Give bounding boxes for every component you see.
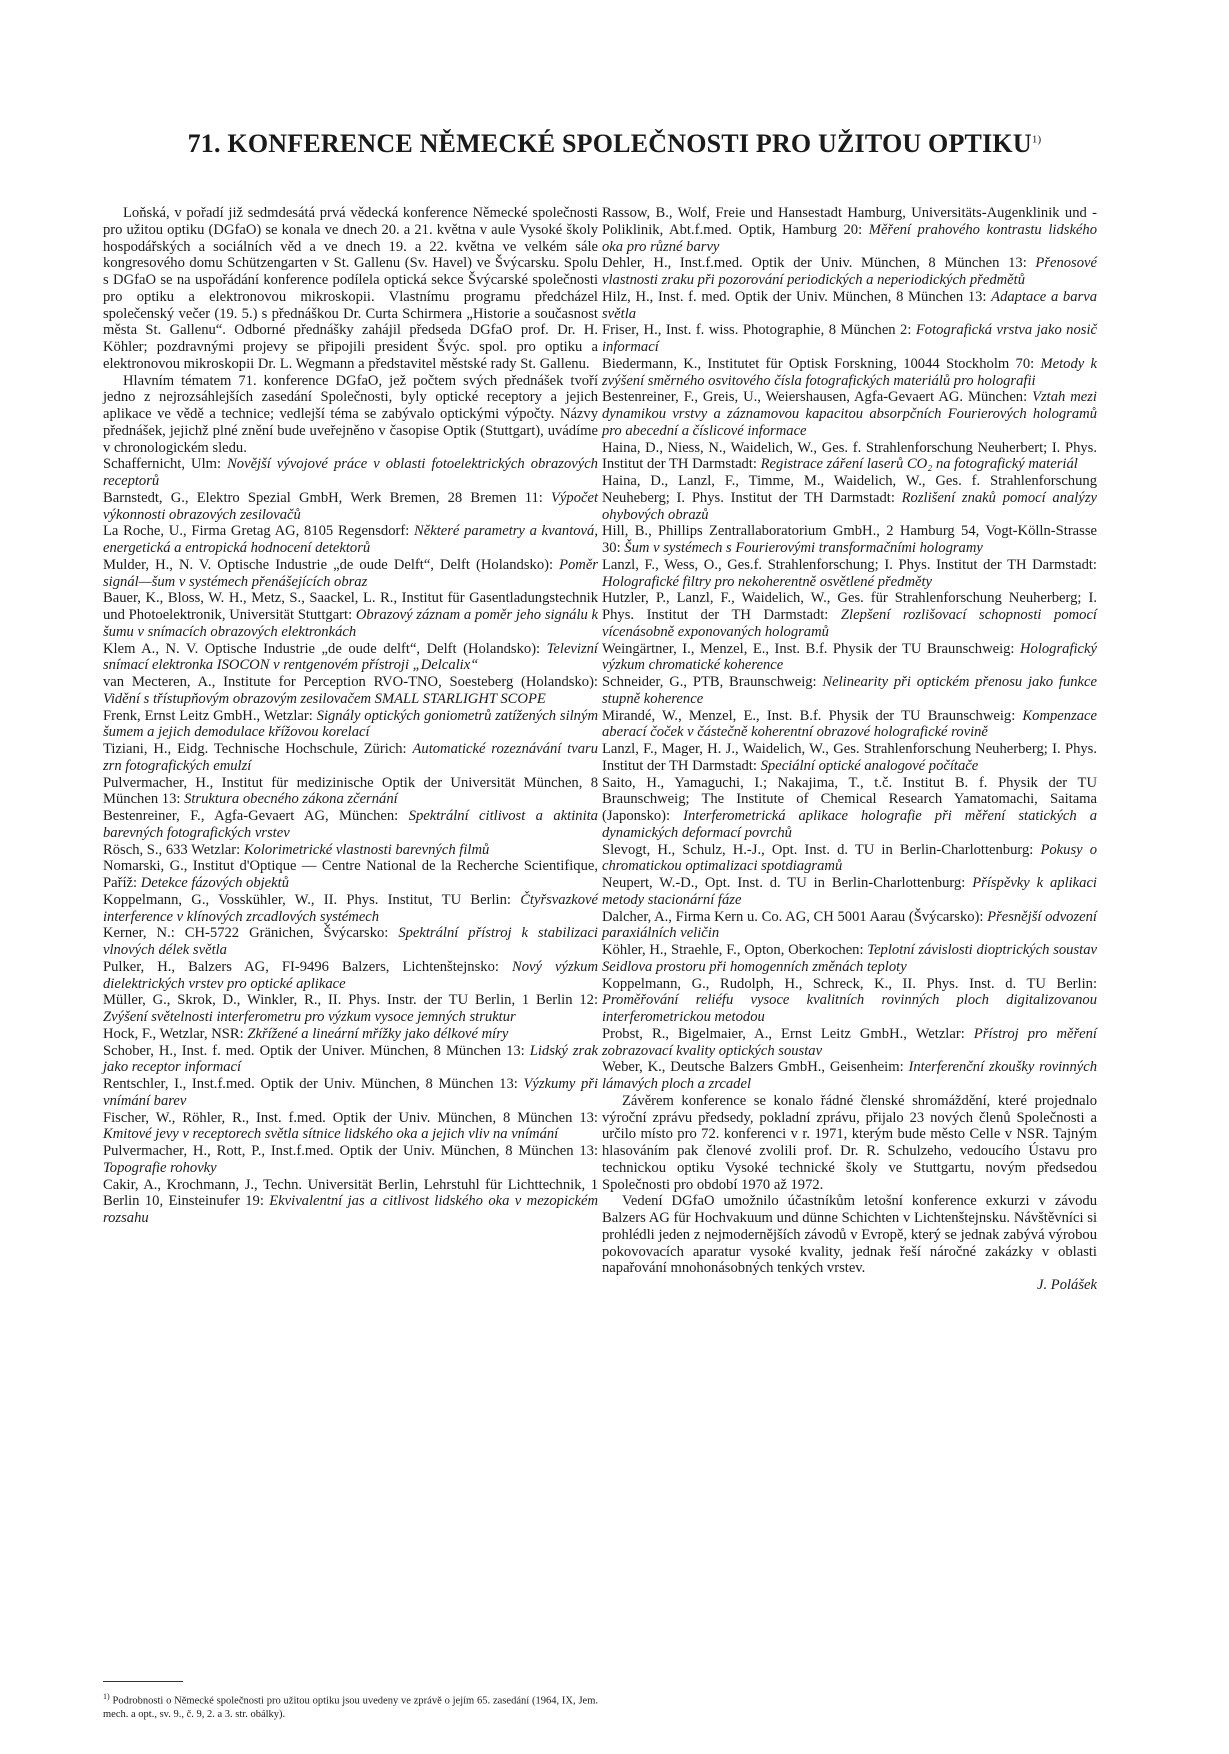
lecture-title: Holografické filtry pro nekoherentně osvětlené předměty [602,573,933,590]
lecture-title: Holografický výzkum chromatické koherence [602,640,1097,674]
lecture-entry [602,775,1097,842]
lecture-author: Rassow, B., Wolf, Freie und Hansestadt Hamburg, Universitäts-Augenklinik und - Poliklinik, Abt.f.med. Optik, Hamburg 20: [602,205,1097,238]
lecture-author: Bauer, K., Bloss, W. H., Metz, S., Saackel, L. R., Institut für Gasentladungstechnik und Photoelektronik, Universität Stuttgart: [103,590,598,623]
lecture-entry [103,892,598,926]
lecture-title: Kompenzace aberací čoček v částečně koherentní obrazové holografické rovině [602,707,1097,741]
lecture-author: Kerner, N.: CH-5722 Gränichen, Švýcarsko: [103,925,399,942]
lecture-author: Dehler, H., Inst.f.med. Optik der Univ. München, 8 München 13: [602,255,1036,272]
lecture-entry [602,842,1097,876]
lecture-author: Dalcher, A., Firma Kern u. Co. AG, CH 5001 Aarau (Švýcarsko): [602,908,988,925]
lecture-title: Příspěvky k aplikaci metody stacionární fáze [602,875,1097,908]
lecture-title: Zlepšení rozlišovací schopnosti pomocí vícenásobně exponovaných hologramů [602,607,1097,640]
lecture-title: Šum v systémech s Fourierovými transformačními hologramy [624,540,983,556]
lecture-entry [103,1026,598,1043]
lecture-entry [103,1177,598,1227]
lecture-entry [602,440,1097,474]
lecture-title: Zvýšení světelnosti interferometru pro výzkum vysoce jemných struktur [103,1009,516,1025]
author-signature: J. Polášek [1037,1277,1097,1293]
lecture-title: Pokusy o chromatickou optimalizaci spotdiagramů [602,841,1097,875]
lecture-entry [103,842,598,859]
lecture-author: Weingärtner, I., Menzel, E., Inst. B.f. Physik der TU Braunschweig: [602,640,1020,657]
lecture-author: Lanzl, F., Wess, O., Ges.f. Strahlenforschung; I. Phys. Institut der TH Darmstadt: [602,556,1097,573]
article-title: 71. KONFERENCE NĚMECKÉ SPOLEČNOSTI PRO UŽITOU OPTIKU$^{1)}$ [187,129,1042,159]
intro-paragraph: Hlavním tématem 71. konference DGfaO, jež počtem svých přednášek tvoří jedno z nejrozsáhlejších zasedání Společnosti, byly optické receptory a jejich aplikace ve vědě a technice; vedlejší téma se zabývalo optickými výpočty. Názvy přednášek, jejichž plné znění bude uveřejněno v časopise Optik (Stuttgart), uvádíme v chronologickém sledu. [103,372,598,456]
lecture-entry [103,708,598,742]
lecture-entry [103,1143,598,1177]
lecture-entry [103,490,598,524]
lecture-title: Interferenční zkoušky rovinných lámavých ploch a zrcadel [602,1059,1097,1092]
lecture-entry [103,992,598,1026]
lecture-title: Proměřování reliéfu vysoce kvalitních rovinných ploch digitalizovanou interferometrickou metodou [602,992,1097,1025]
lecture-entry [103,674,598,708]
lecture-entry [103,741,598,775]
lecture-entry [602,976,1097,1026]
lecture-title: Fotografická vrstva jako nosič informací [602,322,1097,355]
lecture-title: Ekvivalentní jas a citlivost lidského oka v mezopickém rozsahu [103,1193,598,1226]
lecture-title: Topografie rohovky [103,1159,217,1176]
lecture-author: Mirandé, W., Menzel, E., Inst. B.f. Physik der TU Braunschweig: [602,707,1023,724]
lecture-title: Nelinearity při optickém přenosu jako funkce stupně koherence [602,674,1097,707]
lecture-author: Schaffernicht, Ulm: [103,456,228,473]
lecture-entry [602,909,1097,943]
lecture-title: Detekce fázových objektů [140,875,289,891]
lecture-title: Přenosové vlastnosti zraku při pozorování periodických a neperiodických předmětů [602,255,1097,288]
lecture-entry [602,557,1097,591]
lecture-title: Novější vývojové práce v oblasti fotoelektrických obrazových receptorů [103,456,598,489]
lecture-author: Schneider, G., PTB, Braunschweig: [602,674,823,690]
lecture-title: Signály optických goniometrů zatížených silným šumem a jejich demodulace křížovou korelací [103,707,598,741]
lecture-entry [103,590,598,640]
title-footnote-mark: 1) [1031,133,1042,146]
closing-paragraph: Závěrem konference se konalo řádné členské shromáždění, které projednalo výroční zprávu předsedy, pokladní zprávu, přijalo 23 nových členů Společnosti a určilo místo pro 72. konferenci v r. 1971, kterým bude město Celle v NSR. Tajným hlasováním pak členové zvolili prof. Dr. R. Schulzeho, vedoucího Ústavu pro technickou optiku Vysoké technické školy ve Stuttgartu, novým předsedou Společnosti pro období 1970 až 1972. [602,1092,1097,1193]
lecture-title: Přesnější odvození paraxiálních veličin [602,908,1097,942]
lecture-title: Rozlišení znaků pomocí analýzy ohybových obrazů [602,489,1097,523]
lecture-list-left [103,456,598,1227]
lecture-author: Lanzl, F., Mager, H. J., Waidelich, W., Ges. Strahlenforschung Neuherberg; I. Phys. Institut der TH Darmstadt: [602,741,1097,774]
lecture-title: Teplotní závislosti dioptrických soustav Seidlova prostoru při homogenních změnách teploty [602,942,1097,975]
lecture-entry [602,674,1097,708]
lecture-title: Poměr signál—šum v systémech přenášejících obraz [103,556,598,590]
lecture-entry [103,1076,598,1110]
lecture-author: Rentschler, I., Inst.f.med. Optik der Univ. München, 8 München 13: [103,1076,524,1092]
lecture-title: Interferometrická aplikace holografie při měření statických a dynamických deformací povrchů [602,808,1097,841]
lecture-author: Fischer, W., Röhler, R., Inst. f.med. Optik der Univ. München, 8 München 13: [103,1109,598,1126]
lecture-entry [602,1026,1097,1060]
lecture-entry [103,925,598,959]
lecture-entry [103,808,598,842]
lecture-title: Obrazový záznam a poměr jeho signálu k šumu v snímacích obrazových elektronkách [103,607,599,640]
footnote: $^{1)}$ Podrobnosti o Německé společnosti pro užitou optiku jsou uvedeny ve zprávě o jejím 65. zasedání (1964, IX, Jem. mech. a opt., sv. 9., č. 9, 2. a 3. str. obálky). [103,1692,599,1720]
lecture-title: Lidský zrak jako receptor informací [103,1042,598,1076]
lecture-author: Pulvermacher, H., Rott, P., Inst.f.med. Optik der Univ. München, 8 München 13: [103,1143,598,1159]
lecture-entry [602,741,1097,775]
lecture-title: Speciální optické analogové počítače [760,757,979,774]
lecture-entry [602,356,1097,390]
closing-paragraph: Vedení DGfaO umožnilo účastníkům letošní konference exkurzi v závodu Balzers AG für Hochvakuum und dünne Schichten v Lichtenštejnsku. Návštěvníci si prohlédli jeden z nejmodernějších závodů v Evropě, který se jednak zabývá výrobou pokovovacích aparatur vysoké kvality, jednak řeší náročné zakázky v oblasti napařování mnohonásobných tenkých vrstev. [602,1193,1097,1277]
lecture-author: Müller, G., Skrok, D., Winkler, R., II. Phys. Instr. der TU Berlin, 1 Berlin 12: [103,992,598,1009]
lecture-author: Nomarski, G., Institut d'Optique — Centre National de la Recherche Scientifique, Paříž: [103,858,598,891]
lecture-entry [602,641,1097,675]
lecture-entry [602,875,1097,909]
lecture-title: Přístroj pro měření zobrazovací kvality optických soustav [602,1025,1097,1059]
lecture-entry [103,523,598,557]
lecture-author: Haina, D., Niess, N., Waidelich, W., Ges. f. Strahlenforschung Neuherbert; I. Phys. Institut der TH Darmstadt: [602,439,1097,473]
lecture-author: Bestenreiner, F., Agfa-Gevaert AG, München: [103,808,409,824]
lecture-title: Spektrální citlivost a aktinita barevných fotografických vrstev [103,808,598,841]
lecture-title: Zkřížené a lineární mřížky jako délkové míry [247,1025,509,1042]
lecture-entry [103,557,598,591]
lecture-author: Tiziani, H., Eidg. Technische Hochschule, Zürich: [103,741,413,757]
lecture-title: Některé parametry a kvantová, energetická a entropická hodnocení detektorů [103,523,598,556]
lecture-title: Vztah mezi dynamikou vrstvy a záznamovou kapacitou absorpčních Fourierových hologramů pro abecední a číslicové informace [602,389,1097,439]
lecture-title: Adaptace a barva světla [602,288,1097,322]
lecture-entry [602,205,1097,255]
footnote-rule [103,1681,183,1682]
lecture-author: Bestenreiner, F., Greis, U., Weiershausen, Agfa-Gevaert AG. München: [602,389,1033,406]
lecture-entry [602,942,1097,976]
lecture-title: Čtyřsvazkové interference v klínových zrcadlových systémech [103,891,598,925]
lecture-title: Registrace záření laserů CO₂ na fotografický materiál [760,456,1078,473]
lecture-author: Hill, B., Phillips Zentrallaboratorium GmbH., 2 Hamburg 54, Vogt-Kölln-Strasse 30: [602,523,1097,556]
lecture-list-right [602,205,1097,1093]
lecture-entry [103,858,598,892]
lecture-author: Weber, K., Deutsche Balzers GmbH., Geisenheim: [602,1059,909,1076]
lecture-entry [103,959,598,993]
footnote-mark: 1) [103,1692,110,1701]
lecture-author: Neupert, W.-D., Opt. Inst. d. TU in Berlin-Charlottenburg: [602,875,973,891]
lecture-author: Barnstedt, G., Elektro Spezial GmbH, Werk Bremen, 28 Bremen 11: [103,489,551,506]
lecture-author: Hock, F., Wetzlar, NSR: [103,1025,248,1042]
lecture-title: Měření prahového kontrastu lidského oka pro různé barvy [602,221,1097,255]
lecture-entry [602,708,1097,742]
lecture-author: Pulvermacher, H., Institut für medizinische Optik der Universität München, 8 München 13: [103,774,598,808]
lecture-entry [103,641,598,675]
lecture-author: Cakir, A., Krochmann, J., Techn. Universität Berlin, Lehrstuhl für Lichttechnik, 1 Berlin 10, Einsteinufer 19: [103,1176,598,1210]
lecture-entry [602,1059,1097,1093]
lecture-author: Haina, D., Lanzl, F., Timme, M., Waidelich, W., Ges. f. Strahlenforschung Neuheberg; I. Phys. Institut der TH Darmstadt: [602,473,1097,506]
lecture-title: Nový výzkum dielektrických vrstev pro optické aplikace [103,958,598,992]
lecture-author: Mulder, H., N. V. Optische Industrie „de oude Delft“, Delft (Holandsko): [103,556,560,573]
intro-paragraph: Loňská, v pořadí již sedmdesátá prvá vědecká konference Německé společnosti pro užitou optiku (DGfaO) se konala ve dnech 20. a 21. května v aule Vysoké školy hospodářských a sociálních věd a ve dnech 19. a 22. května ve velkém sále kongresového domu Schützengarten v St. Gallenu (Sv. Havel) ve Švýcarsku. Spolu s DGfaO se na uspořádání konference podílela optická sekce Švýcarské společnosti pro optiku a elektronovou mikroskopii. Vlastnímu programu předcházel společenský večer (19. 5.) s přednáškou Dr. Curta Schirmera „Historie a současnost města St. Gallenu“. Odborné přednášky zahájil předseda DGfaO prof. Dr. H. Köhler; pozdravnými projevy se připojili president Švýc. spol. pro optiku a elektronovou mikroskopii Dr. L. Wegmann a představitel městské rady St. Gallenu. [103,205,598,372]
lecture-entry [602,389,1097,439]
lecture-title: Struktura obecného zákona zčernání [184,791,398,808]
lecture-author: Pulker, H., Balzers AG, FI-9496 Balzers, Lichtenštejnsko: [103,958,512,975]
lecture-author: Saito, H., Yamaguchi, I.; Nakajima, T., t.č. Institut B. f. Physik der TU Braunschweig; The Institute of Chemical Research Yamatomachi, Saitama (Japonsko): [602,774,1097,824]
lecture-title: Výpočet výkonnosti obrazových zesilovačů [103,489,598,523]
lecture-entry [602,255,1097,289]
left-column [103,205,598,1227]
lecture-author: Hilz, H., Inst. f. med. Optik der Univ. München, 8 München 13: [602,288,992,305]
lecture-author: Koppelmann, G., Vosskühler, W., II. Phys. Institut, TU Berlin: [103,891,521,908]
lecture-author: Klem A., N. V. Optische Industrie „de oude delft“, Delft (Holandsko): [103,640,547,657]
lecture-entry [103,1110,598,1144]
lecture-entry [103,456,598,490]
lecture-title: Kolorimetrické vlastnosti barevných filmů [243,841,490,858]
lecture-author: Probst, R., Bigelmaier, A., Ernst Leitz GmbH., Wetzlar: [602,1025,974,1042]
lecture-author: van Mecteren, A., Institute for Perception RVO-TNO, Soesteberg (Holandsko): [103,674,598,690]
lecture-author: Schober, H., Inst. f. med. Optik der Univer. München, 8 München 13: [103,1042,530,1059]
lecture-author: Rösch, S., 633 Wetzlar: [103,841,244,858]
lecture-author: La Roche, U., Firma Gretag AG, 8105 Regensdorf: [103,523,414,540]
lecture-entry [103,1043,598,1077]
lecture-entry [602,322,1097,356]
lecture-title: Kmitové jevy v receptorech světla sítnice lidského oka a jejich vliv na vnímání [103,1126,559,1143]
lecture-title: Spektrální přístroj k stabilizaci vlnových délek světla [103,925,598,958]
lecture-author: Frenk, Ernst Leitz GmbH., Wetzlar: [103,707,317,724]
lecture-entry [103,775,598,809]
lecture-author: Hutzler, P., Lanzl, F., Waidelich, W., Ges. für Strahlenforschung Neuherberg; I. Phys. Institut der TH Darmstadt: [602,590,1097,623]
lecture-entry [602,289,1097,323]
lecture-entry [602,473,1097,523]
lecture-title: Automatické rozeznávání tvaru zrn fotografických emulzí [103,741,598,774]
lecture-title: Metody k zvýšení směrného osvitového čísla fotografických materiálů pro holografii [602,355,1097,389]
lecture-author: Koppelmann, G., Rudolph, H., Schreck, K., II. Phys. Inst. d. TU Berlin: [602,975,1097,992]
lecture-entry [602,590,1097,640]
lecture-author: Friser, H., Inst. f. wiss. Photographie, 8 München 2: [602,322,916,339]
lecture-title: Vidění s třístupňovým obrazovým zesilovačem SMALL STARLIGHT SCOPE [103,690,546,707]
lecture-title: Výzkumy při vnímání barev [103,1076,599,1109]
lecture-author: Köhler, H., Straehle, F., Opton, Oberkochen: [602,942,868,958]
lecture-title: Televizní snímací elektronka ISOCON v rentgenovém přístroji „Delcalix“ [103,640,598,674]
lecture-entry [602,523,1097,557]
lecture-author: Biedermann, K., Institutet für Optisk Forskning, 10044 Stockholm 70: [602,355,1041,372]
right-column [602,205,1097,1294]
lecture-author: Slevogt, H., Schulz, H.-J., Opt. Inst. d. TU in Berlin-Charlottenburg: [602,841,1041,858]
